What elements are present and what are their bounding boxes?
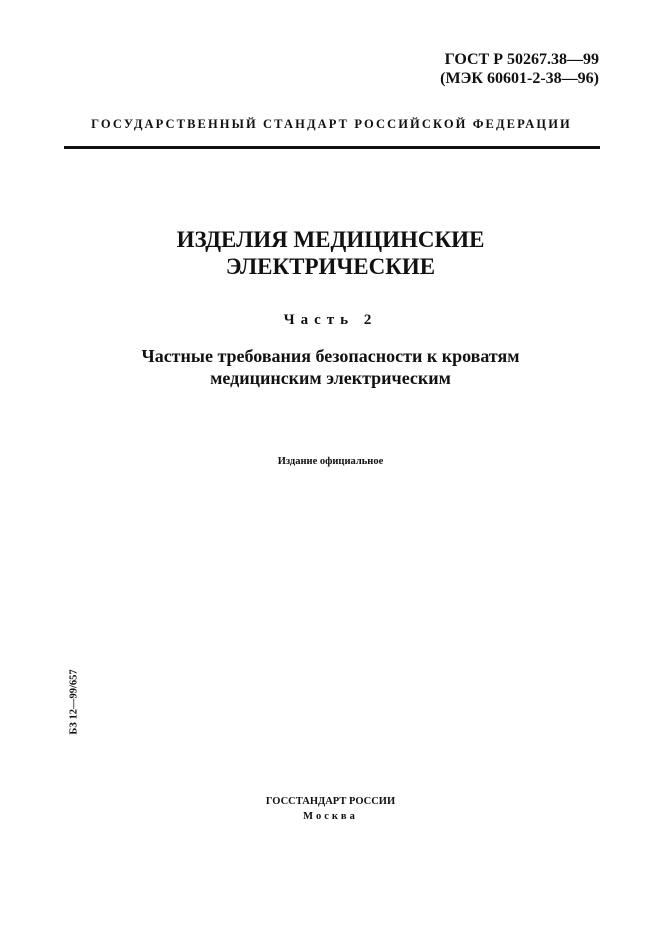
standard-number-block — [440, 50, 599, 88]
standard-number: ГОСТ Р 50267.38—99 — [444, 51, 599, 68]
subtitle-line-2: медицинским электрическим — [210, 368, 451, 388]
header-rule — [64, 146, 600, 149]
header-title: ГОСУДАРСТВЕННЫЙ СТАНДАРТ РОССИЙСКОЙ ФЕДЕРАЦИИ — [91, 117, 572, 131]
international-standard-number: (МЭК 60601-2-38—96) — [440, 70, 599, 87]
document-subtitle — [0, 345, 661, 389]
title-line-2: ЭЛЕКТРИЧЕСКИЕ — [225, 254, 436, 279]
subtitle-line-1: Частные требования безопасности к кроватям — [141, 346, 520, 366]
publisher-name: ГОССТАНДАРТ РОССИИ — [265, 796, 396, 807]
title-line-1: ИЗДЕЛИЯ МЕДИЦИНСКИЕ — [176, 227, 485, 252]
part-label: Часть 2 — [283, 312, 378, 328]
side-code: БЗ 12—99/657 — [68, 669, 80, 735]
publisher-city: Москва — [303, 811, 358, 822]
edition-label: Издание официальное — [277, 456, 384, 467]
document-title — [0, 226, 661, 280]
